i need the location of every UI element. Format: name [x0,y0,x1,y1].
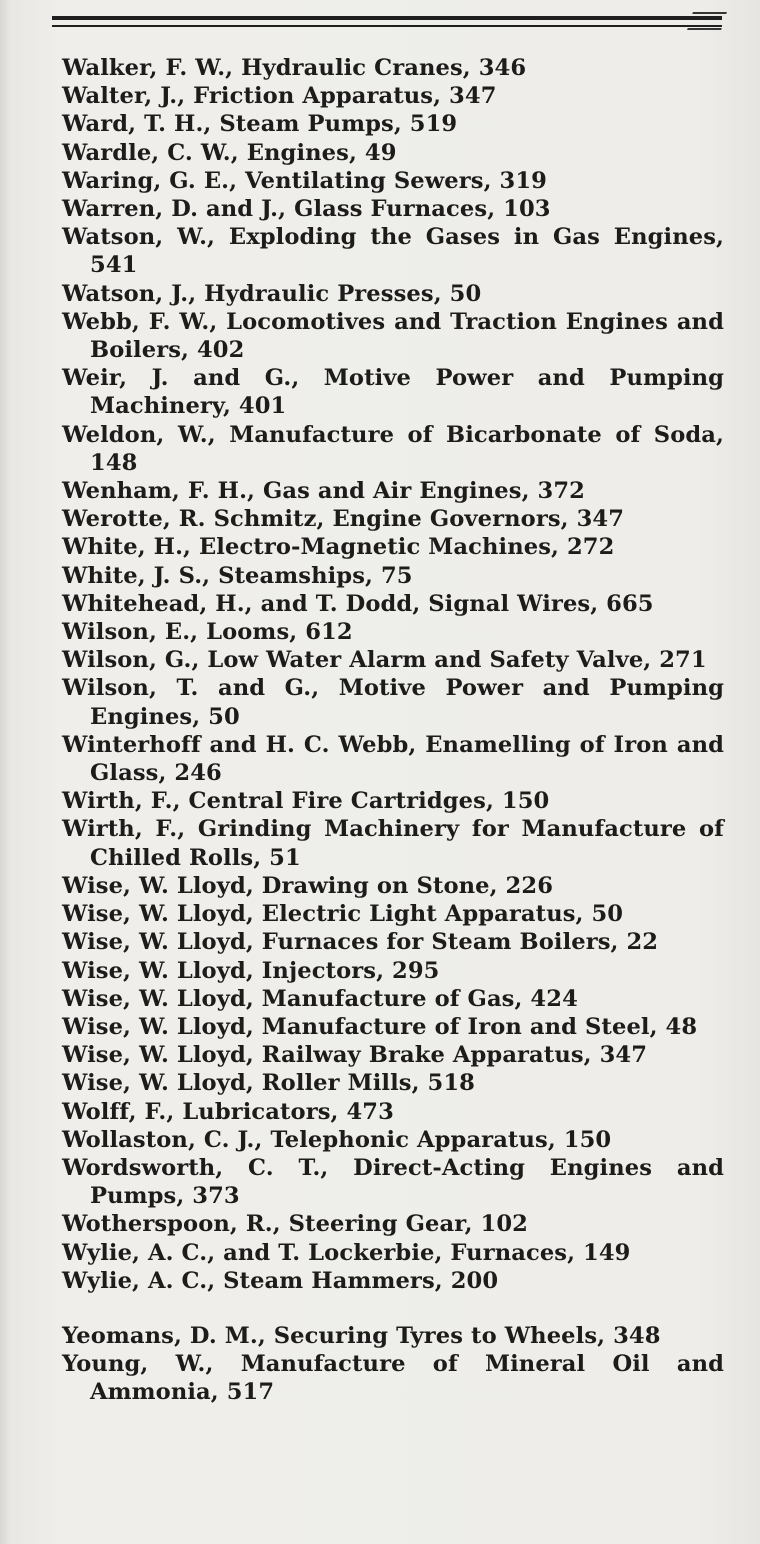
index-entry: Wise, W. Lloyd, Manufacture of Gas, 424 [62,985,578,1012]
index-entry: Wylie, A. C., Steam Hammers, 200 [62,1267,499,1294]
index-entry: Wise, W. Lloyd, Drawing on Stone, 226 [62,872,554,899]
index-entry: Wilson, E., Looms, 612 [62,619,353,646]
index-entry: Wise, W. Lloyd, Roller Mills, 518 [62,1070,475,1097]
index-entry: Wollaston, C. J., Telephonic Apparatus, 150 [62,1126,612,1153]
index-entry: Whitehead, H., and T. Dodd, Signal Wires, 665 [62,590,654,617]
top-thick-rule [52,16,722,20]
index-entry: White, H., Electro-Magnetic Machines, 272 [62,534,615,561]
index-entry: Wilson, G., Low Water Alarm and Safety Valve, 271 [62,647,707,674]
index-entry: Waring, G. E., Ventilating Sewers, 319 [62,167,547,194]
index-entry: Wylie, A. C., and T. Lockerbie, Furnaces, 149 [62,1239,631,1266]
index-list [62,54,724,1407]
index-entry: Wolff, F., Lubricators, 473 [62,1098,394,1125]
index-entry: Young, W., Manufacture of Mineral Oil and Ammonia, 517 [62,1351,724,1406]
index-entry: Watson, W., Exploding the Gases in Gas Engines, 541 [62,224,724,279]
index-entry: Wenham, F. H., Gas and Air Engines, 372 [62,478,585,505]
index-entry: Walter, J., Friction Apparatus, 347 [62,83,497,110]
index-entry: Yeomans, D. M., Securing Tyres to Wheels, 348 [62,1322,661,1349]
index-entry: Wirth, F., Central Fire Cartridges, 150 [62,788,550,815]
index-entry: Wise, W. Lloyd, Manufacture of Iron and Steel, 48 [62,1013,698,1040]
top-thin-rule [52,25,722,27]
index-entry: Wotherspoon, R., Steering Gear, 102 [62,1211,528,1238]
index-entry: Wise, W. Lloyd, Furnaces for Steam Boilers, 22 [62,929,659,956]
index-entry: Wilson, T. and G., Motive Power and Pumping Engines, 50 [62,675,724,730]
index-entry: Wirth, F., Grinding Machinery for Manufacture of Chilled Rolls, 51 [62,816,724,871]
index-entry: Watson, J., Hydraulic Presses, 50 [62,280,482,307]
index-entry: Warren, D. and J., Glass Furnaces, 103 [62,196,551,223]
index-entry: Webb, F. W., Locomotives and Traction Engines and Boilers, 402 [62,308,724,364]
index-entry: Walker, F. W., Hydraulic Cranes, 346 [62,55,527,81]
index-entry: Weir, J. and G., Motive Power and Pumping Machinery, 401 [62,365,724,420]
index-entry: Wordsworth, C. T., Direct-Acting Engines and Pumps, 373 [62,1154,724,1210]
index-entry: White, J. S., Steamships, 75 [62,562,413,589]
rule-end-ornament [687,12,727,30]
index-entry: Wise, W. Lloyd, Railway Brake Apparatus, 347 [62,1042,648,1069]
index-entry: Werotte, R. Schmitz, Engine Governors, 347 [62,506,625,533]
index-entry: Weldon, W., Manufacture of Bicarbonate of Soda, 148 [62,421,724,476]
index-entry: Ward, T. H., Steam Pumps, 519 [62,111,458,138]
index-entry: Winterhoff and H. C. Webb, Enamelling of Iron and Glass, 246 [62,731,724,787]
index-entry: Wise, W. Lloyd, Electric Light Apparatus, 50 [62,901,624,928]
index-entry: Wardle, C. W., Engines, 49 [62,139,397,166]
index-entry: Wise, W. Lloyd, Injectors, 295 [62,957,440,984]
